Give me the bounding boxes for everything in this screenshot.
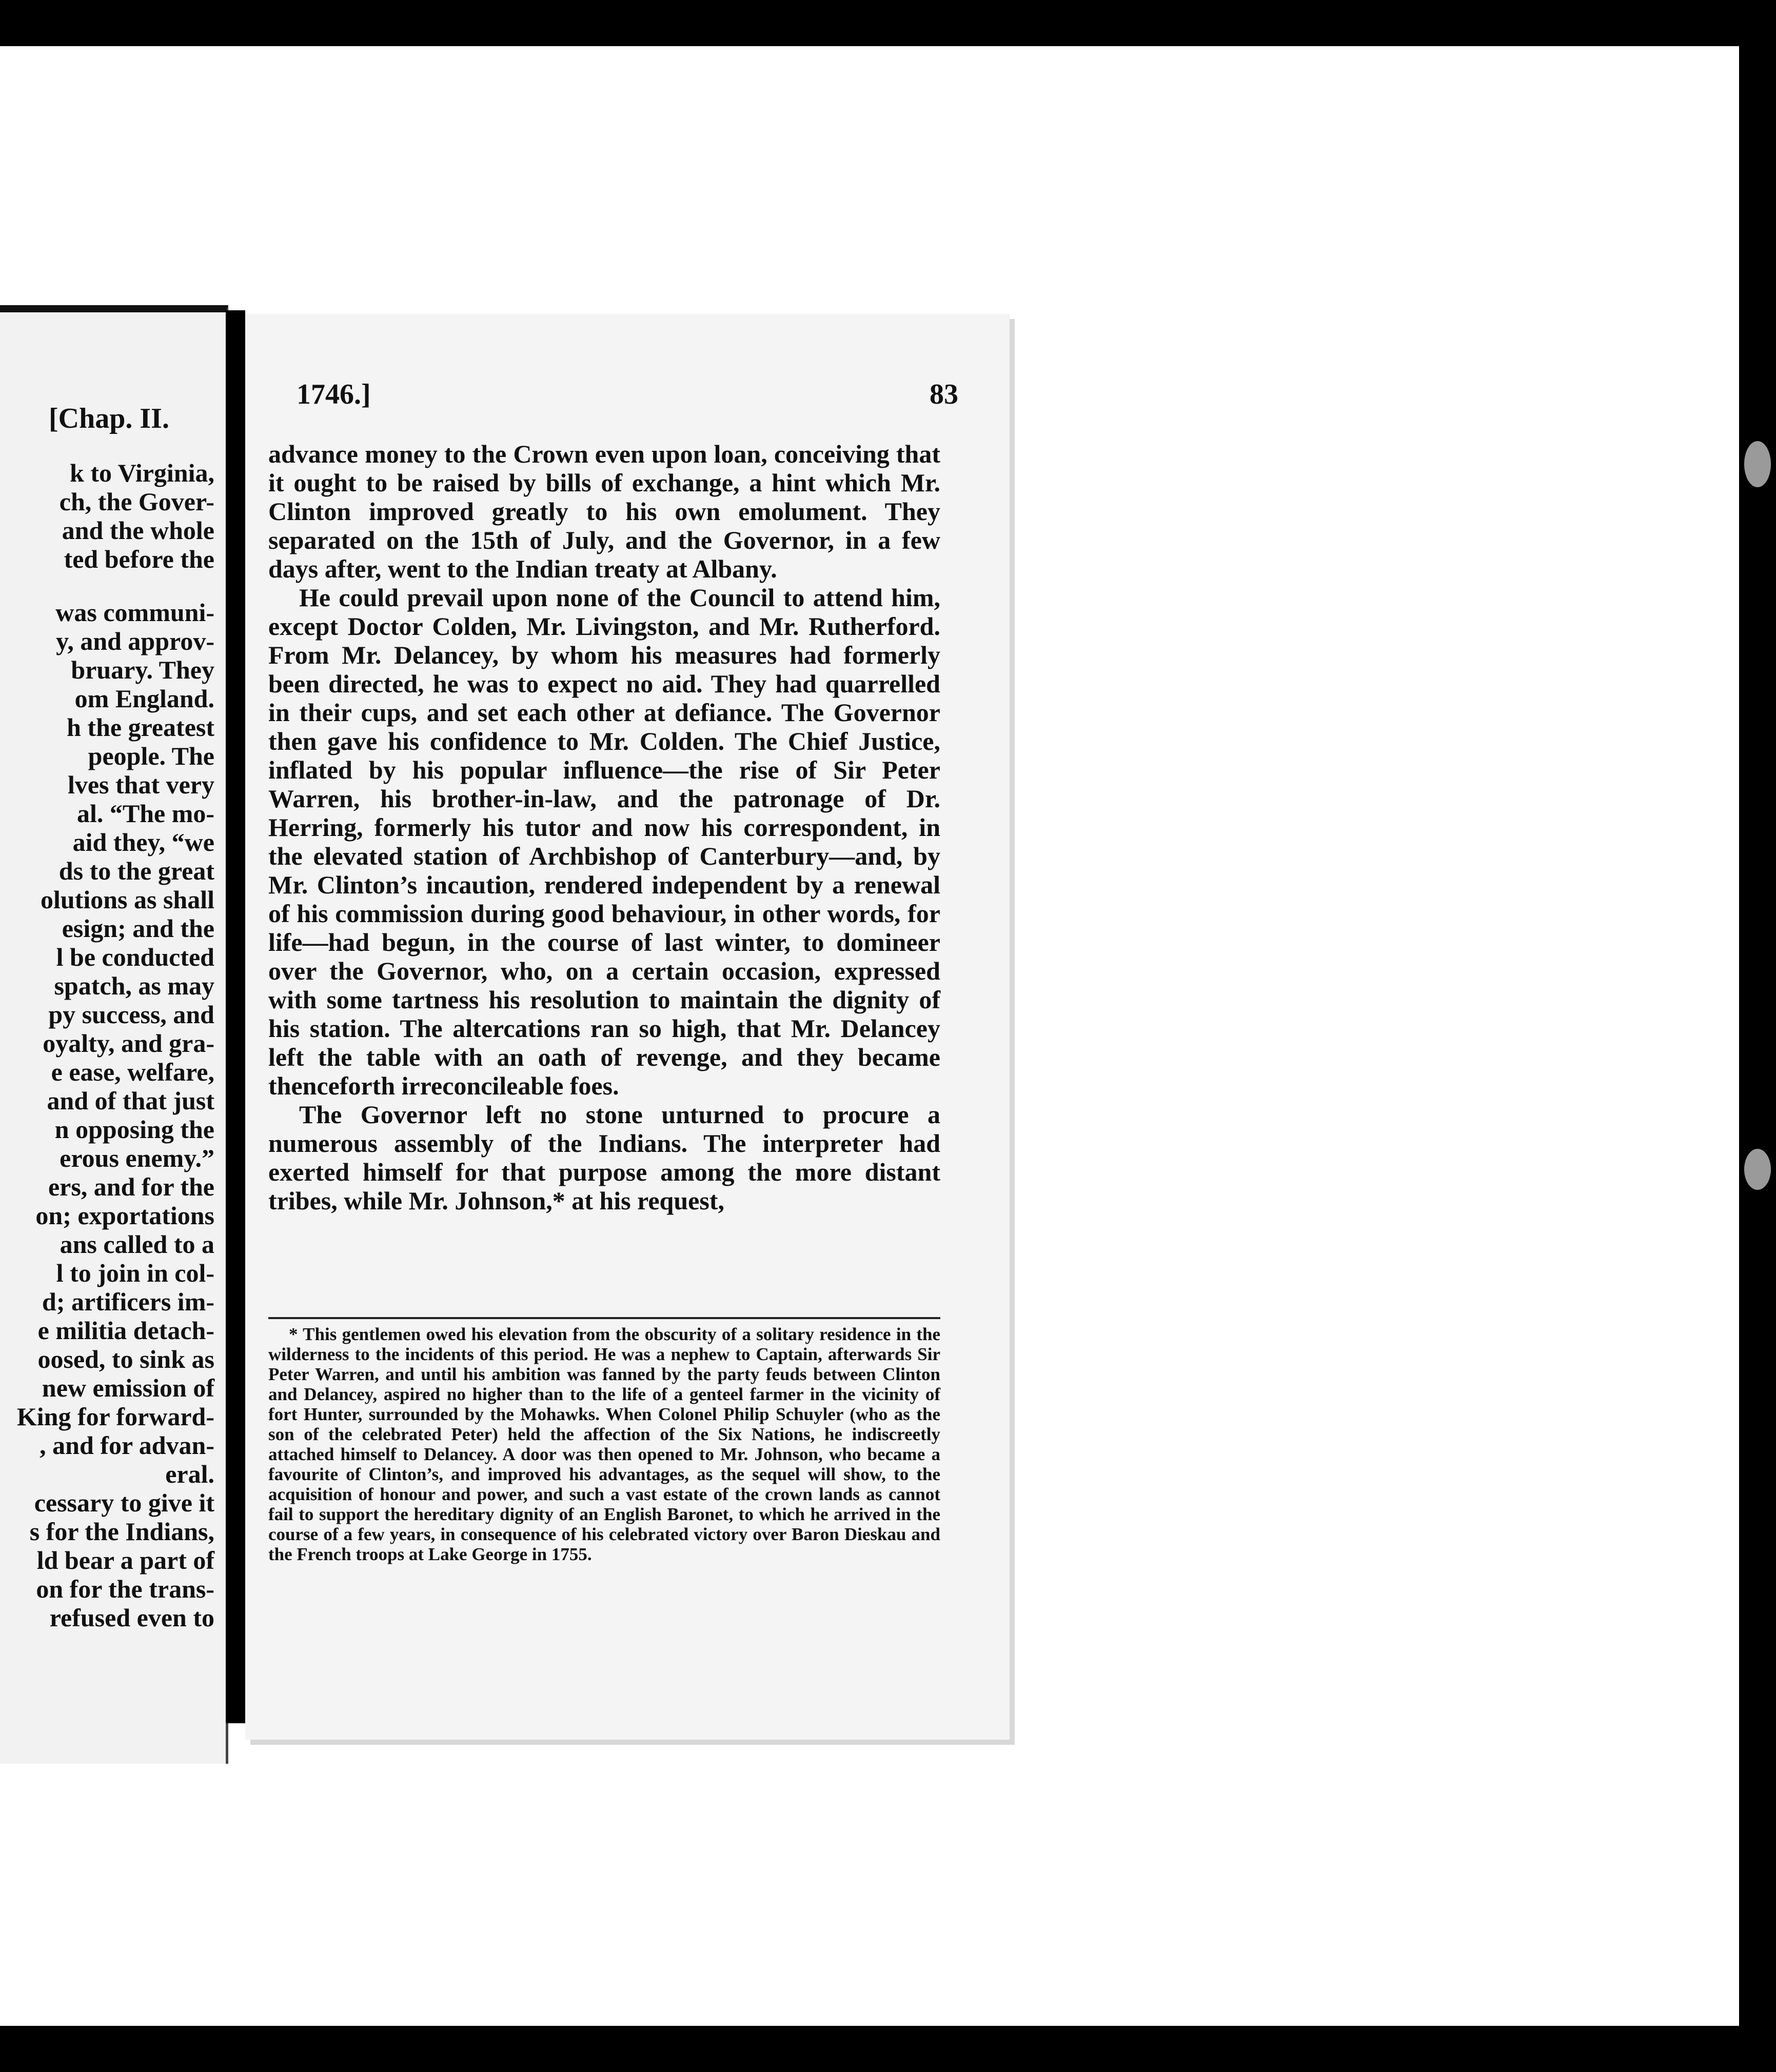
verso-line: h the greatest — [67, 713, 214, 742]
verso-line: l be conducted — [56, 943, 214, 971]
verso-line: ld bear a part of — [36, 1546, 214, 1575]
running-head — [297, 378, 958, 414]
verso-line: s for the Indians, — [29, 1517, 214, 1546]
verso-line: oosed, to sink as — [37, 1345, 214, 1373]
verso-line: d; artificers im- — [42, 1287, 214, 1316]
recto-page — [245, 314, 1010, 1740]
verso-line: lves that very — [67, 770, 214, 799]
verso-line: , and for advan- — [40, 1431, 214, 1460]
verso-line: al. “The mo- — [76, 799, 214, 828]
verso-text — [0, 459, 214, 1632]
verso-line: ds to the great — [58, 856, 214, 885]
paragraph: The Governor left no stone unturned to procure a numerous assembly of the Indians. The interpreter had exerted himself for that purpose among the more distant tribes, while Mr. Johnson,* at his request, — [268, 1100, 940, 1215]
verso-line: olutions as shall — [40, 885, 214, 914]
page-number: 83 — [930, 378, 958, 410]
verso-line: ers, and for the — [48, 1172, 214, 1201]
film-border-right — [1739, 0, 1776, 2072]
verso-line: oyalty, and gra- — [43, 1029, 214, 1058]
verso-line: and of that just — [47, 1086, 214, 1115]
verso-running-head: [Chap. II. — [49, 403, 169, 434]
verso-line: refused even to — [49, 1603, 214, 1632]
verso-line: cessary to give it — [34, 1488, 214, 1517]
verso-page — [0, 305, 228, 1764]
film-notch — [1744, 1149, 1771, 1190]
paragraph: He could prevail upon none of the Council to attend him, except Doctor Colden, Mr. Livingston, and Mr. Rutherford. From Mr. Delancey, by whom his measures had formerly been directed, he was to expect no aid. They had quarrelled in their cups, and set each other at defiance. The Governor then gave his confidence to Mr. Colden. The Chief Justice, inflated by his popular influence—the rise of Sir Peter Warren, his brother-in-law, and the patronage of Dr. Herring, formerly his tutor and now his correspondent, in the elevated station of Archbishop of Canterbury—and, by Mr. Clinton’s incaution, rendered independent by a renewal of his commission during good behaviour, in other words, for life—had begun, in the course of last winter, to domineer over the Governor, who, on a certain occasion, expressed with some tartness his resolution to maintain the dignity of his station. The altercations ran so high, that Mr. Delancey left the table with an oath of revenge, and they became thenceforth irreconcileable foes. — [268, 583, 940, 1100]
verso-line: ted before the — [64, 545, 214, 573]
verso-line: ans called to a — [60, 1230, 214, 1259]
paragraph: advance money to the Crown even upon loan, conceiving that it ought to be raised by bills of exchange, a hint which Mr. Clinton improved greatly to his own emolument. They separated on the 15th of July, and the Governor, in a few days after, went to the Indian treaty at Albany. — [268, 440, 940, 583]
verso-line: om England. — [74, 684, 214, 713]
body-text — [268, 440, 940, 1215]
footnote: * This gentlemen owed his elevation from the obscurity of a solitary residence in the wilderness to the incidents of this period. He was a nephew to Captain, afterwards Sir Peter Warren, and until his ambition was fanned by the party feuds between Clinton and Delancey, aspired no higher than to the life of a genteel farmer in the vicinity of fort Hunter, surrounded by the Mohawks. When Colonel Philip Schuyler (who as the son of the celebrated Peter) held the affection of the Six Nations, he indiscreetly attached himself to Delancey. A door was then opened to Mr. Johnson, who became a favourite of Clinton’s, and improved his advantages, as the sequel will show, to the acquisition of honour and power, and such a vast estate of the crown lands as cannot fail to support the hereditary dignity of an English Baronet, to which he arrived in the course of a few years, in consequence of his celebrated victory over Baron Dieskau and the French troops at Lake George in 1755. — [268, 1324, 940, 1564]
verso-line: on; exportations — [35, 1201, 214, 1230]
verso-line: bruary. They — [71, 655, 214, 684]
running-head-year: 1746.] — [297, 378, 371, 410]
verso-line: l to join in col- — [56, 1259, 214, 1287]
verso-line: people. The — [88, 742, 214, 770]
film-border-top — [0, 0, 1776, 46]
verso-line: k to Virginia, — [70, 459, 214, 487]
verso-line: new emission of — [42, 1373, 214, 1402]
verso-line: n opposing the — [54, 1115, 214, 1144]
film-notch — [1744, 441, 1771, 487]
verso-line: erous enemy.” — [60, 1144, 214, 1172]
verso-line: py success, and — [48, 1000, 214, 1029]
verso-line: spatch, as may — [54, 971, 214, 1000]
verso-line: and the whole — [62, 516, 214, 545]
verso-line: eral. — [165, 1460, 214, 1488]
film-border-bottom — [0, 2026, 1776, 2072]
footnote-rule — [268, 1317, 940, 1319]
verso-line: on for the trans- — [36, 1575, 214, 1603]
verso-line: e ease, welfare, — [51, 1058, 214, 1086]
verso-line: King for forward- — [16, 1402, 214, 1431]
verso-line: aid they, “we — [72, 828, 214, 856]
verso-line: e militia detach- — [37, 1316, 214, 1345]
verso-line: ch, the Gover- — [59, 487, 214, 516]
book-gutter — [226, 310, 245, 1723]
verso-line: esign; and the — [62, 914, 214, 943]
verso-line: was communi- — [55, 598, 214, 627]
verso-line: y, and approv- — [56, 627, 214, 655]
